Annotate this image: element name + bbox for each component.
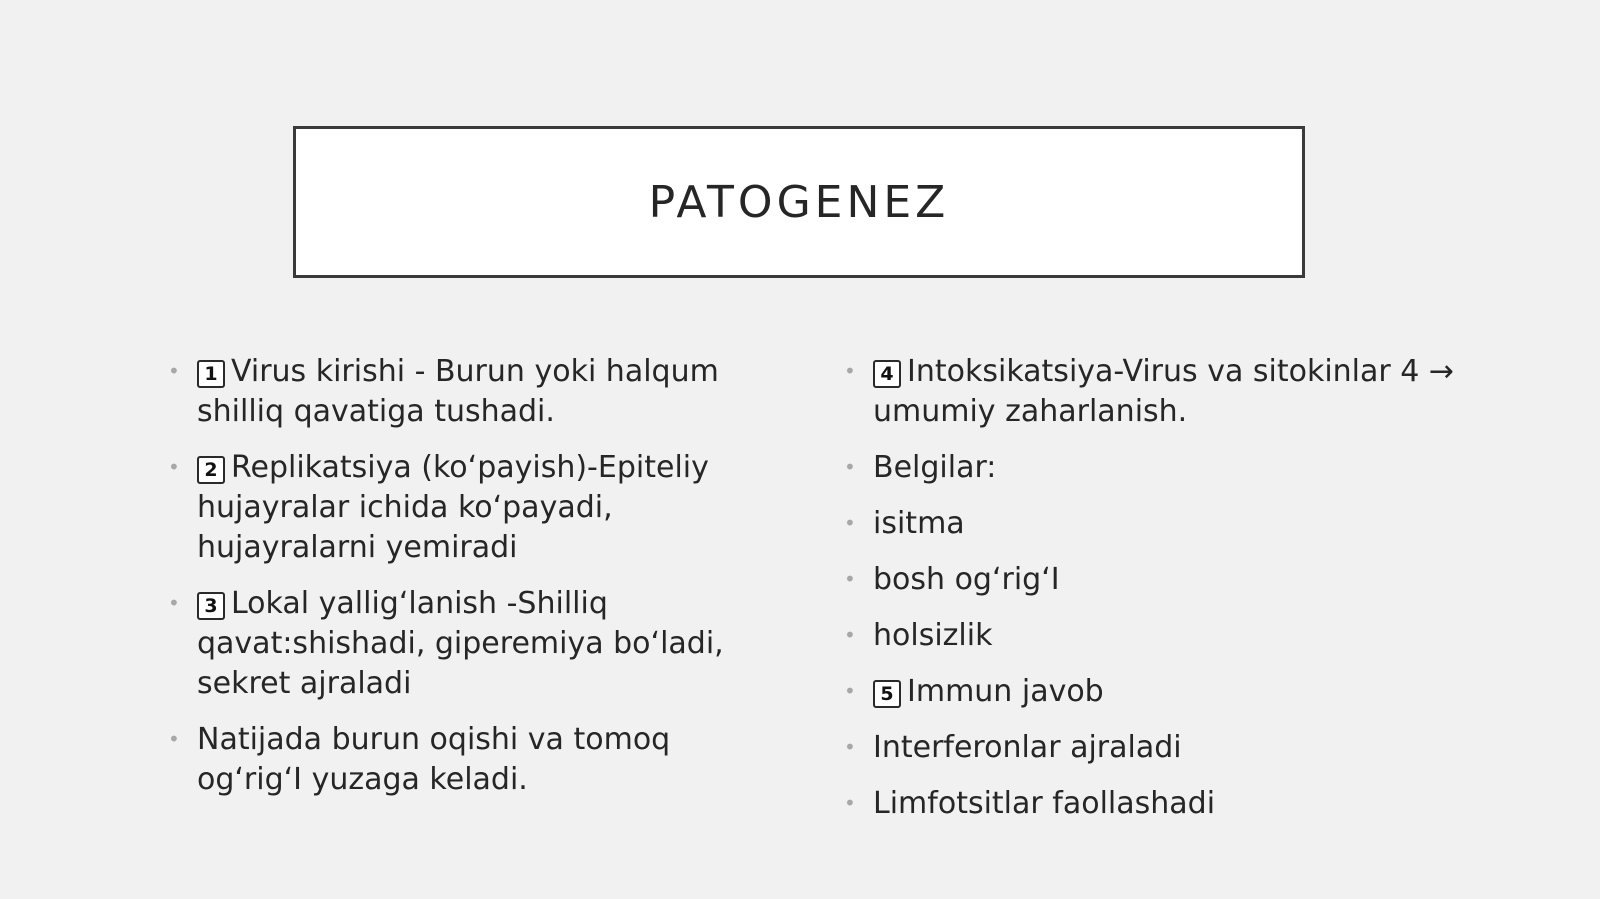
- keycap-number-icon: 1: [197, 360, 225, 388]
- bullet-item: [844, 504, 1524, 544]
- bullet-item: [168, 352, 748, 432]
- bullet-dot-icon: •: [844, 791, 856, 815]
- left-bullet-list: [168, 352, 748, 816]
- bullet-text: Intoksikatsiya-Virus va sitokinlar 4 → umumiy zaharlanish.: [873, 354, 1455, 429]
- bullet-dot-icon: •: [168, 359, 180, 383]
- bullet-dot-icon: •: [844, 679, 856, 703]
- bullet-dot-icon: •: [844, 511, 856, 535]
- bullet-dot-icon: •: [168, 727, 180, 751]
- bullet-text: Virus kirishi - Burun yoki halqum shilliq qavatiga tushadi.: [197, 354, 719, 429]
- bullet-item: [168, 584, 748, 704]
- bullet-item: [844, 616, 1524, 656]
- bullet-text: isitma: [873, 506, 965, 541]
- bullet-dot-icon: •: [168, 455, 180, 479]
- bullet-item: [168, 720, 748, 800]
- bullet-item: [168, 448, 748, 568]
- bullet-text: Immun javob: [907, 674, 1104, 709]
- keycap-number-icon: 2: [197, 456, 225, 484]
- bullet-item: [844, 672, 1524, 712]
- bullet-dot-icon: •: [844, 735, 856, 759]
- bullet-dot-icon: •: [844, 455, 856, 479]
- slide-title: PATOGENEZ: [648, 176, 950, 228]
- bullet-item: [844, 784, 1524, 824]
- keycap-number-icon: 4: [873, 360, 901, 388]
- bullet-dot-icon: •: [844, 623, 856, 647]
- bullet-text: bosh ogʻrigʻI: [873, 562, 1060, 597]
- keycap-number-icon: 5: [873, 680, 901, 708]
- bullet-text: Replikatsiya (koʻpayish)-Epiteliy hujayralar ichida koʻpayadi, hujayralarni yemiradi: [197, 450, 709, 565]
- bullet-text: Natijada burun oqishi va tomoq ogʻrigʻI yuzaga keladi.: [197, 722, 671, 797]
- bullet-text: Interferonlar ajraladi: [873, 730, 1182, 765]
- bullet-text: Belgilar:: [873, 450, 997, 485]
- keycap-number-icon: 3: [197, 592, 225, 620]
- bullet-item: [844, 560, 1524, 600]
- bullet-text: Lokal yalligʻlanish -Shilliq qavat:shishadi, giperemiya boʻladi, sekret ajraladi: [197, 586, 724, 701]
- bullet-dot-icon: •: [844, 359, 856, 383]
- bullet-text: Limfotsitlar faollashadi: [873, 786, 1216, 821]
- bullet-item: [844, 352, 1524, 432]
- bullet-text: holsizlik: [873, 618, 993, 653]
- bullet-dot-icon: •: [168, 591, 180, 615]
- bullet-dot-icon: •: [844, 567, 856, 591]
- title-box: [293, 126, 1305, 278]
- right-bullet-list: [844, 352, 1524, 840]
- bullet-item: [844, 728, 1524, 768]
- bullet-item: [844, 448, 1524, 488]
